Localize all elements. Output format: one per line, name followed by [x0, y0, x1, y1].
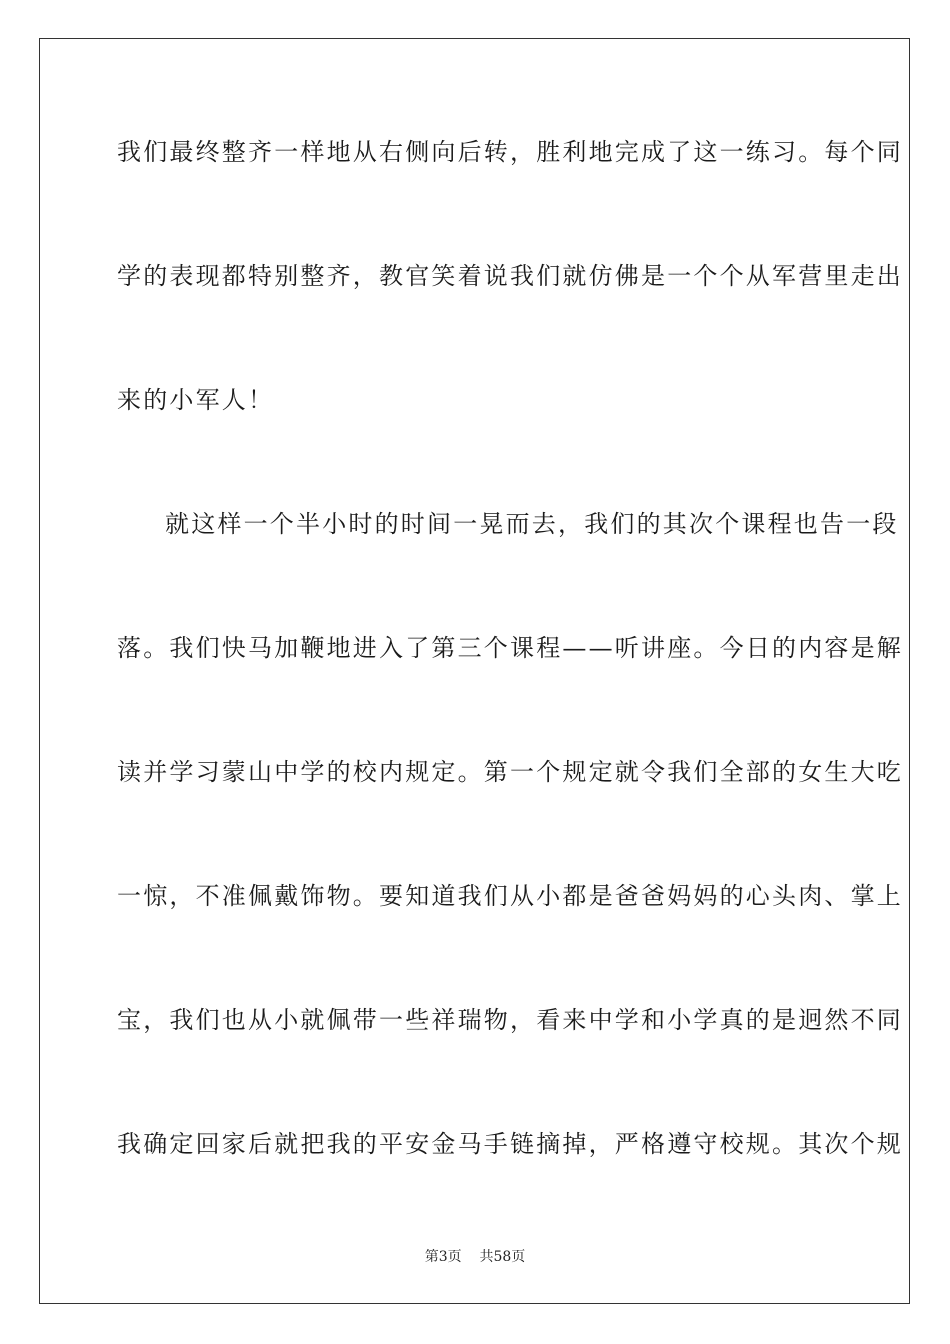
text-line: 读并学习蒙山中学的校内规定。第一个规定就令我们全部的女生大吃: [117, 758, 903, 786]
text-line: 宝，我们也从小就佩带一些祥瑞物，看来中学和小学真的是迥然不同: [117, 1006, 903, 1034]
text-line: 我确定回家后就把我的平安金马手链摘掉，严格遵守校规。其次个规: [117, 1130, 903, 1158]
text-line: 落。我们快马加鞭地进入了第三个课程——听讲座。今日的内容是解: [117, 634, 903, 662]
page-number: 第3页: [424, 1249, 462, 1265]
paragraph-start-line: 就这样一个半小时的时间一晃而去，我们的其次个课程也告一段: [165, 510, 899, 538]
text-line: 学的表现都特别整齐，教官笑着说我们就仿佛是一个个从军营里走出: [117, 262, 903, 290]
total-pages: 共58页: [479, 1249, 526, 1265]
page-border: [39, 38, 910, 1304]
text-line: 来的小军人！: [117, 386, 275, 414]
page-footer: [0, 1248, 950, 1266]
text-line: 我们最终整齐一样地从右侧向后转，胜利地完成了这一练习。每个同: [117, 138, 903, 166]
text-line: 一惊，不准佩戴饰物。要知道我们从小都是爸爸妈妈的心头肉、掌上: [117, 882, 903, 910]
